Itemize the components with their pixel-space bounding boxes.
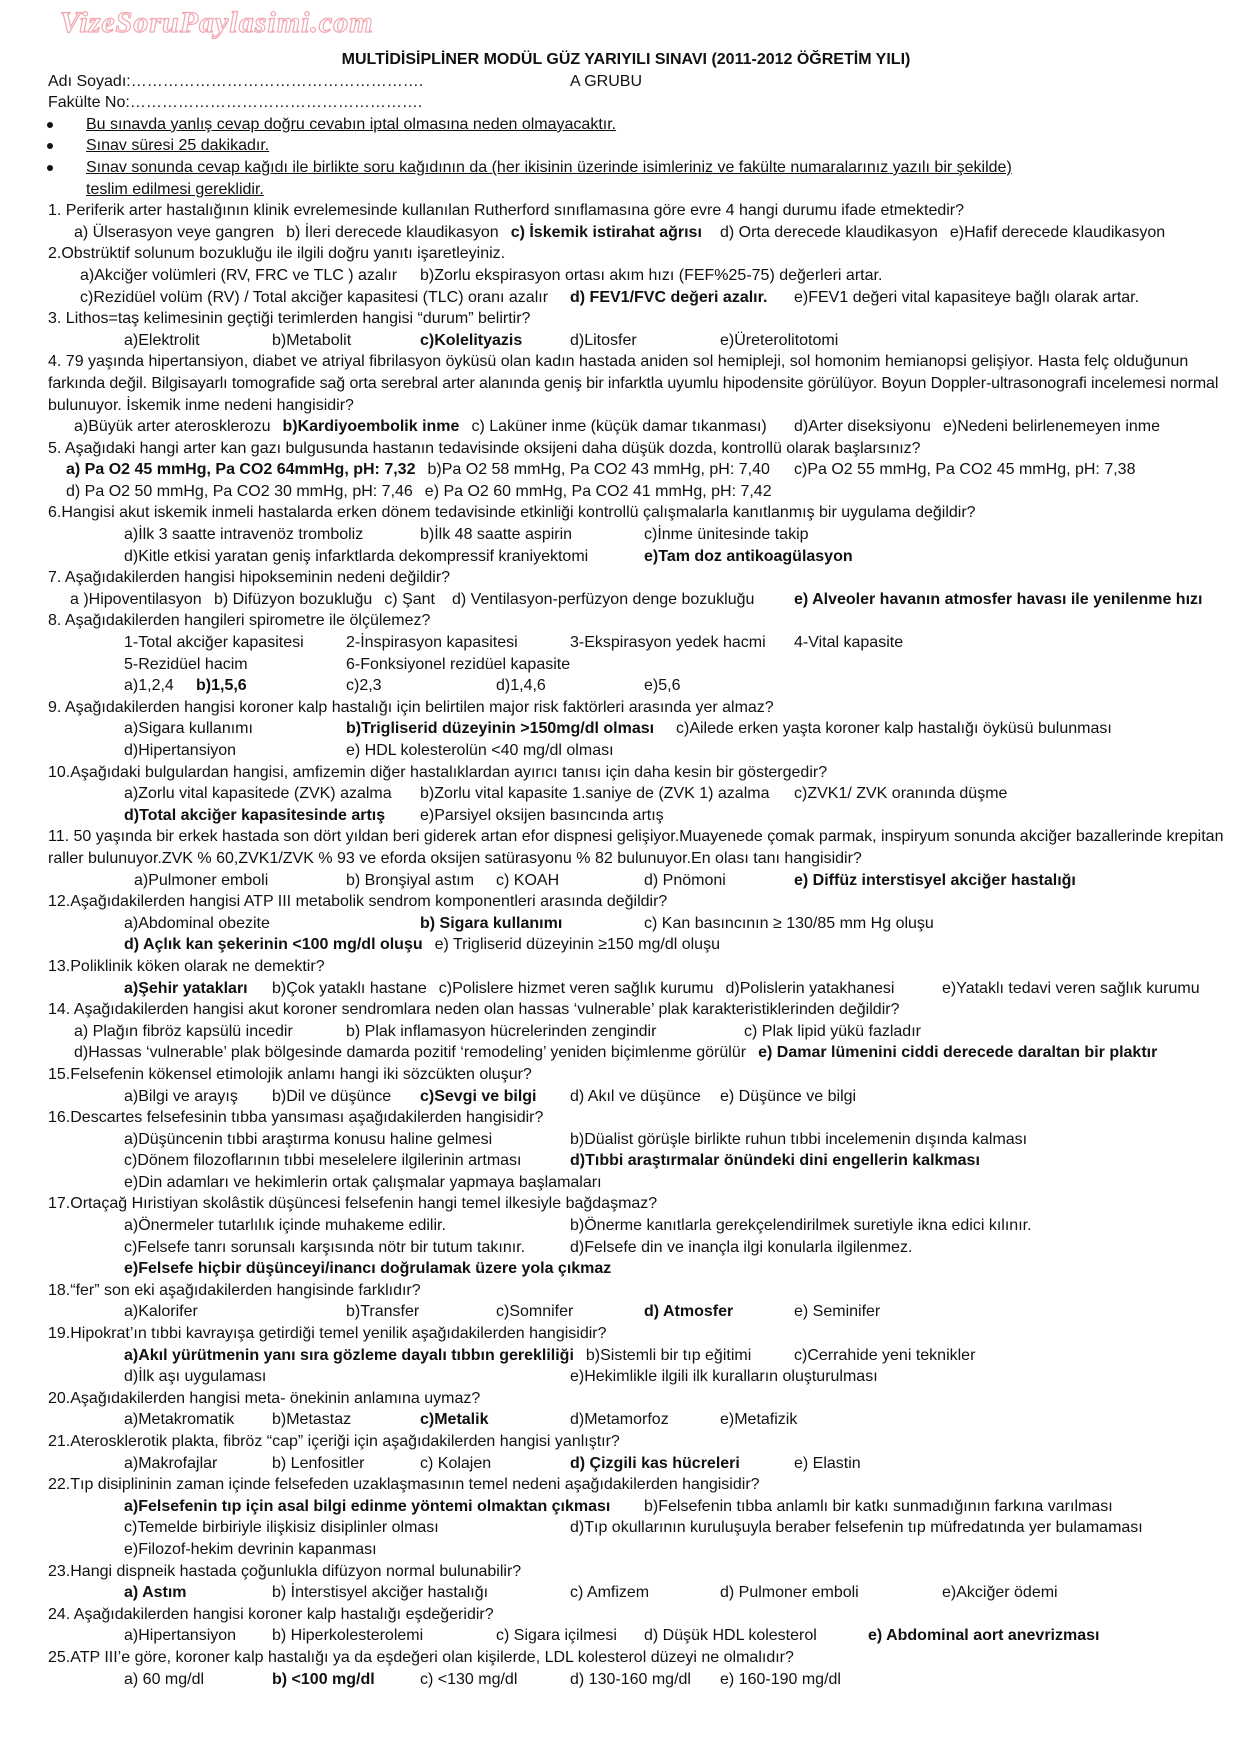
answer-option[interactable]: c) Şant — [384, 590, 435, 608]
exam-rule-continuation: teslim edilmesi gereklidir. — [86, 180, 264, 198]
answer-option[interactable]: a )Hipoventilasyon — [70, 590, 202, 608]
question-12 — [0, 891, 1240, 956]
answer-option-correct[interactable]: d)Total akciğer kapasitesinde artış — [124, 806, 386, 824]
answer-option[interactable]: b) Difüzyon bozukluğu — [214, 590, 373, 608]
option-row — [0, 1021, 1240, 1043]
question-line — [0, 502, 1240, 524]
question-text: 25.ATP III’e göre, koroner kalp hastalığı ya da eşdeğeri olan kişilerde, LDL kolesterol düzeyi ne olmalıdır? — [48, 1648, 794, 1666]
answer-option[interactable]: b)Çok yataklı hastane — [272, 979, 427, 997]
question-text: 19.Hipokrat’ın tıbbi kavrayışa getirdiği temel yenilik aşağıdakilerden hangisidir? — [48, 1325, 607, 1343]
answer-option[interactable]: d)Hipertansiyon — [124, 742, 237, 759]
question-line — [0, 697, 1240, 719]
question-4 — [0, 351, 1240, 437]
answer-option[interactable]: d)Felsefe din ve inançla ilgi konularla ilgilenmez. — [570, 1238, 913, 1256]
exam-rule: Sınav süresi 25 dakikadır. — [86, 137, 270, 155]
answer-option[interactable]: e)Üreterolitotomi — [720, 331, 839, 349]
question-line — [0, 826, 1240, 848]
question-line — [0, 351, 1240, 373]
answer-option[interactable]: b) Bronşiyal astım — [346, 871, 475, 889]
answer-option[interactable]: e) Pa O2 60 mmHg, Pa CO2 41 mmHg, pH: 7,42 — [424, 482, 772, 500]
option-row — [0, 805, 1240, 827]
answer-option[interactable]: d) Pa O2 50 mmHg, Pa CO2 30 mmHg, pH: 7,46 — [66, 482, 413, 500]
question-text: 21.Aterosklerotik plakta, fibröz “cap” içeriği için aşağıdakilerden hangisi yanlıştır? — [48, 1433, 620, 1450]
answer-option[interactable]: b) Hiperkolesterolemi — [272, 1627, 424, 1645]
answer-option[interactable]: b) İleri derecede klaudikasyon — [286, 223, 499, 241]
question-text: 4. 79 yaşında hipertansiyon, diabet ve atriyal fibrilasyon öyküsü olan kadın hastada aniden sol hemipleji, sol homonim hemianopsi gelişiyor. Hasta felç olduğunun — [48, 353, 1189, 371]
answer-option[interactable]: c) Plak lipid yükü fazladır — [744, 1022, 921, 1040]
answer-option-correct[interactable]: c)Sevgi ve bilgi — [420, 1087, 537, 1105]
bullet-icon — [47, 143, 53, 149]
answer-option[interactable]: a)Abdominal obezite — [124, 914, 270, 932]
answer-option[interactable]: d) Orta derecede klaudikasyon — [720, 223, 938, 241]
question-19 — [0, 1323, 1240, 1388]
question-line — [0, 243, 1240, 265]
answer-option[interactable]: e) HDL kolesterolün <40 mg/dl olması — [346, 742, 614, 759]
question-text: 1. Periferik arter hastalığının klinik evrelemesinde kullanılan Rutherford sınıflamasına göre evre 4 hangi durumu ifade etmektedir? — [48, 202, 965, 220]
answer-option[interactable]: c)ZVK1/ ZVK oranında düşme — [794, 785, 1008, 803]
answer-option[interactable]: e) Düşünce ve bilgi — [720, 1087, 857, 1105]
answer-option[interactable]: d)Metamorfoz — [570, 1411, 669, 1429]
answer-option-correct[interactable]: e) Alveoler havanın atmosfer havası ile yenilenme hızı — [794, 590, 1203, 608]
answer-option[interactable]: c) Kolajen — [420, 1454, 492, 1472]
answer-option[interactable]: e)FEV1 değeri vital kapasiteye bağlı olarak artar. — [794, 288, 1140, 306]
answer-option[interactable]: e)Hafif derecede klaudikasyon — [949, 223, 1166, 241]
item-row — [0, 654, 1240, 676]
question-line — [0, 1107, 1240, 1129]
option-row — [0, 1669, 1240, 1691]
option-row — [0, 330, 1240, 352]
answer-option[interactable]: b)Felsefenin tıbba anlamlı bir katkı sunmadığının farkına varılması — [644, 1497, 1113, 1515]
answer-option[interactable]: a)Düşüncenin tıbbi araştırma konusu haline gelmesi — [124, 1130, 493, 1148]
answer-option-correct[interactable]: b)1,5,6 — [196, 677, 247, 695]
option-row — [0, 1237, 1240, 1259]
answer-option-correct[interactable]: d) FEV1/FVC değeri azalır. — [570, 288, 768, 306]
answer-option[interactable]: d)İlk aşı uygulaması — [124, 1368, 267, 1386]
option-row — [0, 1517, 1240, 1539]
answer-option[interactable]: a)Kalorifer — [124, 1303, 198, 1321]
question-text: 11. 50 yaşında bir erkek hastada son dört yıldan beri giderek artan efor dispnesi gelişiyor.Muayenede çomak parmak, inspiryum sonunda akciğer bazallerinde krepitan — [48, 828, 1224, 846]
question-line — [0, 610, 1240, 632]
answer-option[interactable]: e) 160-190 mg/dl — [720, 1670, 841, 1688]
option-row — [0, 1215, 1240, 1237]
answer-option[interactable]: a)Zorlu vital kapasitede (ZVK) azalma — [124, 785, 392, 803]
question-line — [0, 1280, 1240, 1302]
answer-option[interactable]: c)Temelde birbiriyle ilişkisiz disiplinler olması — [124, 1519, 439, 1537]
answer-option[interactable]: b)Dil ve düşünce — [272, 1087, 392, 1105]
answer-option[interactable]: c)Cerrahide yeni teknikler — [794, 1346, 976, 1364]
answer-option-correct[interactable]: d)Tıbbi araştırmalar önündeki dini engellerin kalkması — [570, 1152, 980, 1170]
question-line — [0, 1647, 1240, 1669]
option-row — [0, 675, 1240, 697]
answer-option[interactable]: d) 130-160 mg/dl — [570, 1670, 691, 1688]
question-line — [0, 200, 1240, 222]
answer-option[interactable]: c) Sigara içilmesi — [496, 1627, 617, 1645]
answer-option[interactable]: c)Somnifer — [496, 1303, 574, 1321]
question-18 — [0, 1280, 1240, 1323]
question-13 — [0, 956, 1240, 999]
answer-option[interactable]: a) 60 mg/dl — [124, 1670, 205, 1688]
bullet-icon — [47, 165, 53, 171]
answer-option[interactable]: e)Akciğer ödemi — [942, 1584, 1058, 1602]
group-label: A GRUBU — [570, 72, 643, 90]
question-text: 3. Lithos=taş kelimesinin geçtiği terimlerden hangisi “durum” belirtir? — [48, 310, 531, 328]
option-row — [0, 1409, 1240, 1431]
answer-option-correct[interactable]: a)Şehir yatakları — [124, 979, 248, 997]
option-row — [0, 978, 1240, 1000]
question-text: 22.Tıp disiplininin zaman içinde felsefeden uzaklaşmasının temel nedeni aşağıdakilerden hangisidir? — [48, 1476, 760, 1494]
question-line — [0, 1474, 1240, 1496]
option-row — [0, 1582, 1240, 1604]
question-text: raller bulunuyor.ZVK % 60,ZVK1/ZVK % 93 ve eforda oksijen satürasyonu % 82 bulunuyor.En olası tanı hangisidir? — [48, 849, 862, 867]
option-row — [0, 1042, 1240, 1064]
answer-option[interactable]: b)Transfer — [346, 1303, 420, 1321]
question-23 — [0, 1561, 1240, 1604]
option-row — [0, 1496, 1240, 1518]
option-row — [0, 265, 1240, 287]
answer-option[interactable]: b)İlk 48 saatte aspirin — [420, 526, 573, 544]
answer-option-correct[interactable]: b)Trigliserid düzeyinin >150mg/dl olması — [346, 720, 655, 738]
item-row — [0, 632, 1240, 654]
question-5 — [0, 438, 1240, 503]
question-line — [0, 891, 1240, 913]
option-row — [0, 524, 1240, 546]
option-row — [0, 459, 1240, 481]
answer-option-correct[interactable]: b)Kardiyoembolik inme — [282, 418, 460, 436]
question-line — [0, 848, 1240, 870]
answer-option[interactable]: e) Trigliserid düzeyinin ≥150 mg/dl oluşu — [434, 936, 720, 954]
question-8 — [0, 610, 1240, 696]
question-text: 8. Aşağıdakilerden hangileri spirometre ile ölçülemez? — [48, 612, 431, 630]
question-line — [0, 1323, 1240, 1345]
answer-option[interactable]: b)Metabolit — [272, 331, 352, 349]
answer-option[interactable]: c)Felsefe tanrı sorunsalı karşısında nötr bir tutum takınır. — [124, 1238, 526, 1256]
answer-option[interactable]: a)Bilgi ve arayış — [124, 1087, 238, 1105]
question-text: 7. Aşağıdakilerden hangisi hipokseminin nedeni değildir? — [48, 569, 451, 587]
answer-option[interactable]: d) Pnömoni — [644, 871, 726, 889]
answer-option-correct[interactable]: e)Felsefe hiçbir düşünceyi/inancı doğrulamak üzere yola çıkmaz — [124, 1260, 612, 1278]
answer-option[interactable]: b)Pa O2 58 mmHg, Pa CO2 43 mmHg, pH: 7,40 — [427, 461, 770, 479]
option-row — [0, 783, 1240, 805]
question-11 — [0, 826, 1240, 891]
answer-option[interactable]: c)Pa O2 55 mmHg, Pa CO2 45 mmHg, pH: 7,38 — [794, 461, 1136, 479]
answer-option[interactable]: d) Düşük HDL kolesterol — [644, 1627, 817, 1645]
answer-option[interactable]: d) Pulmoner emboli — [720, 1584, 859, 1602]
option-row — [0, 718, 1240, 740]
answer-option[interactable]: c)Polislere hizmet veren sağlık kurumu — [438, 979, 714, 997]
statement-item: 4-Vital kapasite — [794, 634, 904, 652]
question-text: 17.Ortaçağ Hıristiyan skolâstik düşüncesi felsefenin hangi temel ilkesiyle bağdaşmaz? — [48, 1195, 658, 1213]
option-row — [0, 1258, 1240, 1280]
option-row — [0, 1539, 1240, 1561]
question-22 — [0, 1474, 1240, 1560]
answer-option[interactable]: e)5,6 — [644, 677, 681, 695]
answer-option[interactable]: a)Makrofajlar — [124, 1454, 218, 1472]
question-line — [0, 999, 1240, 1021]
option-row — [0, 1086, 1240, 1108]
question-text: 20.Aşağıdakilerden hangisi meta- önekinin anlamına uymaz? — [48, 1389, 481, 1407]
bullet-icon — [47, 122, 53, 128]
question-line — [0, 1561, 1240, 1583]
question-16 — [0, 1107, 1240, 1193]
answer-option[interactable]: a)Büyük arter aterosklerozu — [74, 418, 271, 436]
option-row — [0, 1453, 1240, 1475]
answer-option[interactable]: c)Ailede erken yaşta koroner kalp hastalığı öyküsü bulunması — [676, 720, 1112, 738]
question-text: farkında değil. Bilgisayarlı tomografide sağ orta serebral arter alanında geniş bir infarktla uyumlu hipodensite görülüyor. Boyun Doppler-ultrasonografi incelemesi normal — [48, 374, 1219, 392]
option-row — [0, 589, 1240, 611]
statement-item: 5-Rezidüel hacim — [124, 655, 248, 673]
question-14 — [0, 999, 1240, 1064]
answer-option[interactable]: c) KOAH — [496, 871, 560, 889]
question-text: 10.Aşağıdaki bulgulardan hangisi, amfizemin diğer hastalıklardan ayırıcı tanısı için daha kesin bir göstergedir? — [48, 763, 828, 781]
answer-option[interactable]: b)Zorlu vital kapasite 1.saniye de (ZVK 1) azalma — [420, 785, 770, 803]
answer-option-correct[interactable]: e) Damar lümenini ciddi derecede daraltan bir plaktır — [758, 1044, 1158, 1062]
answer-option[interactable]: d)Hassas ‘vulnerable’ plak bölgesinde damarda pozitif ‘remodeling’ yeniden biçimlenme görülür — [74, 1044, 747, 1062]
answer-option[interactable]: a)Pulmoner emboli — [134, 871, 269, 889]
answer-option[interactable]: b) Lenfositler — [272, 1454, 365, 1472]
question-21 — [0, 1431, 1240, 1474]
question-line — [0, 956, 1240, 978]
answer-option[interactable]: d)Arter diseksiyonu — [794, 418, 931, 436]
answer-option[interactable]: a)Sigara kullanımı — [124, 720, 253, 738]
answer-option-correct[interactable]: d) Çizgili kas hücreleri — [570, 1454, 740, 1472]
answer-option[interactable]: a)İlk 3 saatte intravenöz tromboliz — [124, 526, 364, 544]
answer-option[interactable]: c) Amfizem — [570, 1584, 650, 1602]
answer-option[interactable]: a)Elektrolit — [124, 331, 200, 349]
answer-option-correct[interactable]: c) İskemik istirahat ağrısı — [510, 223, 702, 241]
question-15 — [0, 1064, 1240, 1107]
question-text: 18.“fer” son eki aşağıdakilerden hangisinde farklıdır? — [48, 1281, 421, 1299]
option-row — [0, 913, 1240, 935]
question-6 — [0, 502, 1240, 567]
answer-option[interactable]: b)Düalist görüşle birlikte ruhun tıbbi incelemenin dışında kalması — [570, 1130, 1028, 1148]
answer-option-correct[interactable]: e) Diffüz interstisyel akciğer hastalığı — [794, 871, 1076, 889]
option-row — [0, 1345, 1240, 1367]
answer-option[interactable]: a)Metakromatik — [124, 1411, 235, 1429]
answer-option[interactable]: e)Din adamları ve hekimlerin ortak çalışmalar yapmaya başlamaları — [124, 1173, 602, 1191]
answer-option[interactable]: b)Önerme kanıtlarla gerekçelendirilmek suretiyle ikna edici kılınır. — [570, 1217, 1032, 1235]
question-line — [0, 373, 1240, 395]
option-row — [0, 1625, 1240, 1647]
answer-option[interactable]: a) Plağın fibröz kapsülü incedir — [74, 1022, 293, 1040]
exam-sheet — [0, 49, 1240, 1690]
statement-item: 6-Fonksiyonel rezidüel kapasite — [346, 655, 571, 673]
option-row — [0, 1172, 1240, 1194]
answer-option[interactable]: e)Nedeni belirlenemeyen inme — [943, 418, 1161, 436]
answer-option[interactable]: c) Laküner inme (küçük damar tıkanması) — [471, 418, 767, 436]
exam-rule: Sınav sonunda cevap kağıdı ile birlikte soru kağıdının da (her ikisinin üzerinde isimleriniz ve fakülte numaralarınız yazılı bir şekilde) — [86, 158, 1012, 176]
answer-option[interactable]: c)İnme ünitesinde takip — [644, 526, 809, 544]
question-10 — [0, 762, 1240, 827]
question-line — [0, 1431, 1240, 1453]
answer-option[interactable]: c)Rezidüel volüm (RV) / Total akciğer kapasitesi (TLC) oranı azalır — [80, 288, 549, 306]
answer-option-correct[interactable]: a) Pa O2 45 mmHg, Pa CO2 64mmHg, pH: 7,32 — [66, 461, 416, 479]
statement-item: 3-Ekspirasyon yedek hacmi — [570, 634, 766, 652]
answer-option[interactable]: e) Elastin — [794, 1454, 861, 1472]
answer-option[interactable]: a)1,2,4 — [124, 677, 174, 695]
statement-item: 2-İnspirasyon kapasitesi — [346, 634, 518, 652]
answer-option[interactable]: d)Litosfer — [570, 331, 637, 349]
answer-option-correct[interactable]: d) Açlık kan şekerinin <100 mg/dl oluşu — [124, 936, 423, 954]
answer-option[interactable]: d) Akıl ve düşünce — [570, 1087, 701, 1105]
statement-item: 1-Total akciğer kapasitesi — [124, 634, 304, 652]
question-text: 12.Aşağıdakilerden hangisi ATP III metabolik sendrom komponentleri arasında değildir? — [48, 893, 668, 911]
answer-option[interactable]: e)Yataklı tedavi veren sağlık kurumu — [942, 979, 1200, 997]
exam-title: MULTİDİSİPLİNER MODÜL GÜZ YARIYILI SINAVI (2011-2012 ÖĞRETİM YILI) — [341, 51, 911, 68]
question-line — [0, 1193, 1240, 1215]
answer-option[interactable]: b)Metastaz — [272, 1411, 352, 1429]
question-text: bulunuyor. İskemik inme nedeni hangisidir? — [48, 396, 354, 414]
answer-option[interactable]: a)Akciğer volümleri (RV, FRC ve TLC ) azalır — [80, 266, 398, 284]
question-line — [0, 567, 1240, 589]
answer-option-correct[interactable]: d) Atmosfer — [644, 1303, 734, 1321]
watermark: VizeSoruPaylasimi.com — [60, 6, 374, 39]
answer-option-correct[interactable]: c)Kolelityazis — [420, 331, 523, 349]
question-2 — [0, 243, 1240, 308]
answer-option[interactable]: d)Polislerin yatakhanesi — [725, 979, 895, 997]
question-17 — [0, 1193, 1240, 1279]
question-text: 6.Hangisi akut iskemik inmeli hastalarda erken dönem tedavisinde etkinliği kontrollü çalışmalarla kanıtlanmış bir uygulama değildir? — [48, 504, 976, 522]
answer-option[interactable]: e)Hekimlikle ilgili ilk kuralların oluşturulması — [570, 1368, 878, 1386]
option-row — [0, 287, 1240, 309]
option-row — [0, 1129, 1240, 1151]
question-text: 13.Poliklinik köken olarak ne demektir? — [48, 957, 325, 975]
answer-option-correct[interactable]: e) Abdominal aort anevrizması — [868, 1627, 1100, 1645]
question-line — [0, 308, 1240, 330]
answer-option[interactable]: e)Parsiyel oksijen basıncında artış — [420, 806, 664, 824]
question-1 — [0, 200, 1240, 243]
answer-option[interactable]: a)Önermeler tutarlılık içinde muhakeme edilir. — [124, 1217, 446, 1235]
question-9 — [0, 697, 1240, 762]
question-text: 15.Felsefenin kökensel etimolojik anlamı hangi iki sözcükten oluşur? — [48, 1065, 532, 1083]
option-row — [0, 481, 1240, 503]
option-row — [0, 740, 1240, 762]
question-text: 23.Hangi dispneik hastada çoğunlukla difüzyon normal bulunabilir? — [48, 1562, 522, 1580]
option-row — [0, 546, 1240, 568]
answer-option[interactable]: d)Kitle etkisi yaratan geniş infarktlarda dekompressif kraniyektomi — [124, 547, 589, 565]
answer-option[interactable]: d) Ventilasyon-perfüzyon denge bozukluğu — [452, 590, 755, 608]
question-line — [0, 395, 1240, 417]
answer-option[interactable]: b)Zorlu ekspirasyon ortası akım hızı (FEF%25-75) değerleri artar. — [420, 266, 883, 284]
answer-option-correct[interactable]: e)Tam doz antikoagülasyon — [644, 547, 853, 565]
question-text: 16.Descartes felsefesinin tıbba yansıması aşağıdakilerden hangisidir? — [48, 1109, 544, 1127]
answer-option[interactable]: e) Seminifer — [794, 1303, 881, 1321]
question-line — [0, 1388, 1240, 1410]
answer-option[interactable]: c)2,3 — [346, 677, 382, 695]
answer-option[interactable]: b) İnterstisyel akciğer hastalığı — [272, 1584, 489, 1602]
option-row — [0, 1301, 1240, 1323]
question-list — [0, 200, 1240, 1690]
question-text: 24. Aşağıdakilerden hangisi koroner kalp hastalığı eşdeğeridir? — [48, 1605, 494, 1623]
question-3 — [0, 308, 1240, 351]
option-row — [0, 934, 1240, 956]
answer-option[interactable]: c) Kan basıncının ≥ 130/85 mm Hg oluşu — [644, 914, 934, 932]
option-row — [0, 870, 1240, 892]
question-24 — [0, 1604, 1240, 1647]
question-7 — [0, 567, 1240, 610]
answer-option[interactable]: a) Ülserasyon veye gangren — [74, 223, 275, 241]
question-text: 9. Aşağıdakilerden hangisi koroner kalp hastalığı için belirtilen major risk faktörleri arasında yer almaz? — [48, 698, 774, 716]
faculty-number-label: Fakülte No:………………………………………………. — [48, 94, 423, 112]
name-field-label: Adı Soyadı:………………………………………………. — [48, 72, 424, 90]
answer-option[interactable]: c)Dönem filozoflarının tıbbi meselelere ilgilerinin artması — [124, 1152, 522, 1170]
answer-option-correct[interactable]: a)Felsefenin tıp için asal bilgi edinme yöntemi olmaktan çıkması — [124, 1497, 611, 1515]
answer-option-correct[interactable]: b) <100 mg/dl — [272, 1670, 375, 1688]
question-text: 5. Aşağıdaki hangi arter kan gazı bulgusunda hastanın tedavisinde oksijeni daha düşük dozda, kontrollü olarak başlarsınız? — [48, 439, 921, 457]
question-text: 2.Obstrüktif solunum bozukluğu ile ilgili doğru yanıtı işaretleyiniz. — [48, 245, 506, 263]
question-text: 14. Aşağıdakilerden hangisi akut koroner sendromlara neden olan hassas ‘vulnerable’ plak karakteristiklerinden değildir? — [48, 1001, 900, 1019]
answer-option[interactable]: d)1,4,6 — [496, 677, 546, 695]
question-line — [0, 1604, 1240, 1626]
answer-option[interactable]: b)Sistemli bir tıp eğitimi — [585, 1346, 752, 1364]
question-line — [0, 762, 1240, 784]
answer-option-correct[interactable]: c)Metalik — [420, 1411, 489, 1429]
answer-option[interactable]: a)Hipertansiyon — [124, 1627, 237, 1645]
question-25 — [0, 1647, 1240, 1690]
answer-option[interactable]: b) Plak inflamasyon hücrelerinden zengindir — [346, 1022, 657, 1040]
question-20 — [0, 1388, 1240, 1431]
option-row — [0, 222, 1240, 244]
option-row — [0, 1366, 1240, 1388]
answer-option[interactable]: c) <130 mg/dl — [420, 1670, 518, 1688]
option-row — [0, 416, 1240, 438]
question-line — [0, 438, 1240, 460]
answer-option-correct[interactable]: b) Sigara kullanımı — [420, 914, 563, 932]
answer-option[interactable]: e)Filozof-hekim devrinin kapanması — [124, 1540, 377, 1558]
exam-rule: Bu sınavda yanlış cevap doğru cevabın iptal olmasına neden olmayacaktır. — [86, 115, 617, 133]
answer-option[interactable]: e)Metafizik — [720, 1411, 798, 1429]
answer-option[interactable]: d)Tıp okullarının kuruluşuyla beraber felsefenin tıp müfredatında yer bulamaması — [570, 1519, 1143, 1537]
answer-option-correct[interactable]: a)Akıl yürütmenin yanı sıra gözleme dayalı tıbbın gerekliliği — [124, 1346, 574, 1364]
option-row — [0, 1150, 1240, 1172]
answer-option-correct[interactable]: a) Astım — [124, 1584, 187, 1602]
question-line — [0, 1064, 1240, 1086]
